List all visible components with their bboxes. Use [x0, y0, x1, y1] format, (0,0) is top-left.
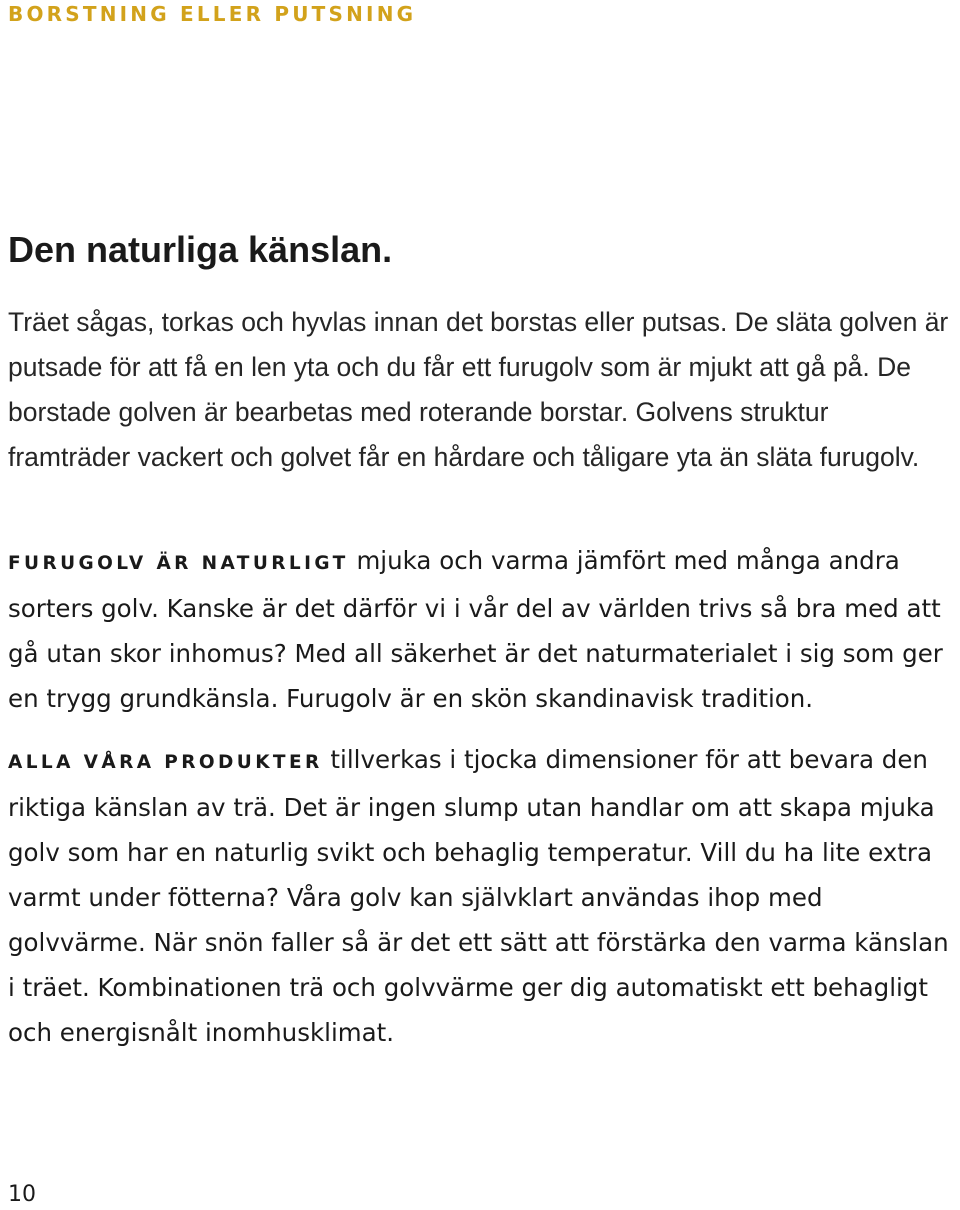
paragraph-lead-in: ALLA VÅRA PRODUKTER — [8, 752, 323, 773]
section-label: BORSTNING ELLER PUTSNING — [8, 2, 417, 26]
body-paragraph-produkter — [8, 737, 958, 1055]
paragraph-lead-in: FURUGOLV ÄR NATURLIGT — [8, 553, 349, 574]
intro-paragraph: Träet sågas, torkas och hyvlas innan det borstas eller putsas. De släta golven är putsade för att få en len yta och du får ett furugolv som är mjukt att gå på. De borstade golven är bearbetas med roterande borstar. Golvens struktur framträder vackert och golvet får en hårdare och tåligare yta än släta furugolv. — [8, 307, 949, 472]
page-heading: Den naturliga känslan. — [8, 229, 393, 270]
paragraph-text: mjuka och varma jämfört med många andra sorters golv. Kanske är det därför vi i vår del av världen trivs så bra med att gå utan skor inhomus? Med all säkerhet är det naturmaterialet i sig som ger en trygg grundkänsla. Furugolv är en skön skandinavisk tradition. — [8, 546, 943, 713]
paragraph-text: tillverkas i tjocka dimensioner för att bevara den riktiga känslan av trä. Det är ingen slump utan handlar om att skapa mjuka golv som har en naturlig svikt och behaglig temperatur. Vill du ha lite extra varmt under fötterna? Våra golv kan självklart användas ihop med golvvärme. När snön faller så är det ett sätt att förstärka den varma känslan i träet. Kombinationen trä och golvvärme ger dig automatiskt ett behagligt och energisnålt inomhusklimat. — [8, 745, 949, 1047]
body-paragraph-furugolv — [8, 538, 958, 721]
page-number: 10 — [8, 1182, 36, 1207]
